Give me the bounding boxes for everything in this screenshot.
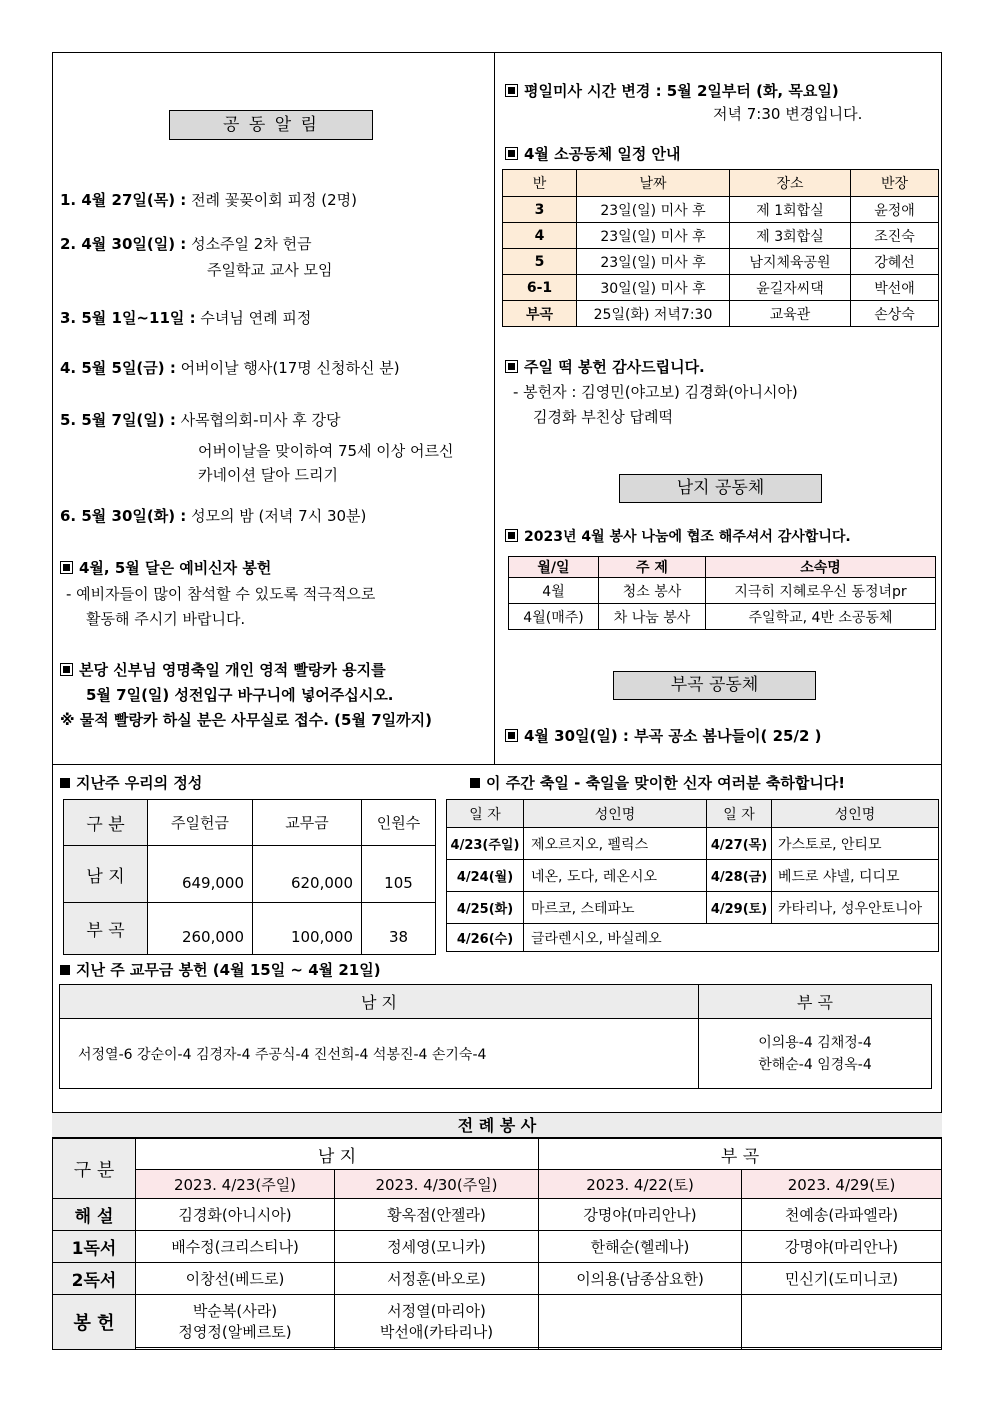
cell: 윤정애 bbox=[851, 197, 939, 223]
col-header: 반 bbox=[503, 170, 577, 197]
feast-title: 이 주간 축일 - 축일을 맞이한 신자 여러분 축하합니다! bbox=[470, 773, 845, 793]
cell bbox=[335, 1295, 539, 1350]
feast-spiritual-line2: 5월 7일(일) 성전입구 바구니에 넣어주십시오. bbox=[86, 686, 394, 704]
cell: 4/27(목) bbox=[707, 828, 772, 860]
table-row bbox=[503, 301, 939, 327]
table-row bbox=[53, 1263, 942, 1295]
cell: 남 지 bbox=[64, 846, 148, 903]
notice-item-2: 2. 4월 30일(일) : 성소주일 2차 헌금 bbox=[60, 235, 312, 253]
square-bullet-icon bbox=[60, 663, 73, 676]
table-row bbox=[503, 275, 939, 301]
notice-item-5-line3: 카네이션 달아 드리기 bbox=[198, 466, 338, 484]
square-bullet-icon bbox=[505, 147, 518, 160]
weekday-mass-notice: 평일미사 시간 변경 : 5월 2일부터 (화, 목요일) bbox=[505, 81, 839, 101]
cell: 지극히 지혜로우신 동정녀pr bbox=[706, 578, 936, 604]
col-header: 주 제 bbox=[599, 557, 706, 578]
cell: 마르코, 스테파노 bbox=[524, 892, 707, 924]
col-header: 교무금 bbox=[253, 800, 362, 846]
table-row bbox=[503, 197, 939, 223]
black-square-icon bbox=[60, 965, 70, 975]
liturgy-namji-header: 남 지 bbox=[136, 1139, 539, 1170]
cell: 4/29(토) bbox=[707, 892, 772, 924]
cell: 차 나눔 봉사 bbox=[599, 604, 706, 630]
namji-service-table bbox=[508, 556, 936, 630]
cell: 교육관 bbox=[730, 301, 851, 327]
catechumen-line1: - 예비자들이 많이 참석할 수 있도록 적극적으로 bbox=[66, 585, 376, 603]
cell: 620,000 bbox=[253, 846, 362, 903]
cell: 4/28(금) bbox=[707, 860, 772, 892]
cell: 부곡 bbox=[503, 301, 577, 327]
cell: 260,000 bbox=[148, 903, 253, 955]
black-square-icon bbox=[470, 778, 480, 788]
feast-spiritual-line3: ※ 물적 빨랑카 하실 분은 사무실로 접수. (5월 7일까지) bbox=[60, 711, 432, 729]
date-header: 2023. 4/30(주일) bbox=[335, 1170, 539, 1199]
row-label: 해 설 bbox=[53, 1199, 136, 1231]
row-label: 봉 헌 bbox=[53, 1295, 136, 1350]
table-row bbox=[53, 1199, 942, 1231]
table-row bbox=[447, 892, 939, 924]
col-header: 성인명 bbox=[772, 800, 939, 828]
col-header: 인원수 bbox=[362, 800, 436, 846]
cell: 김경화(아니시아) bbox=[136, 1199, 335, 1231]
bugok-event: 4월 30일(일) : 부곡 공소 봄나들이( 25/2 ) bbox=[505, 726, 821, 746]
cell: 황옥점(안젤라) bbox=[335, 1199, 539, 1231]
cell: 강혜선 bbox=[851, 249, 939, 275]
notice-item-2-line2: 주일학교 교사 모임 bbox=[207, 261, 333, 279]
col-header: 월/일 bbox=[509, 557, 599, 578]
cell: 민신기(도미니코) bbox=[742, 1263, 942, 1295]
bugok-community-title: 부곡 공동체 bbox=[613, 671, 816, 700]
cell: 정세영(모니카) bbox=[335, 1231, 539, 1263]
square-bullet-icon bbox=[505, 529, 518, 542]
notice-item-3: 3. 5월 1일~11일 : 수녀님 연례 피정 bbox=[60, 309, 312, 327]
offer-name: 정영정(알베르토) bbox=[178, 1323, 292, 1341]
offer-name: 박순복(사라) bbox=[192, 1302, 278, 1320]
notice-item-5-line2: 어버이날을 맞이하여 75세 이상 어르신 bbox=[198, 442, 454, 460]
cell: 4월(매주) bbox=[509, 604, 599, 630]
cell: 이창선(베드로) bbox=[136, 1263, 335, 1295]
cell: 100,000 bbox=[253, 903, 362, 955]
cell: 38 bbox=[362, 903, 436, 955]
cell: 4 bbox=[503, 223, 577, 249]
notice-item-5: 5. 5월 7일(일) : 사목협의회-미사 후 강당 bbox=[60, 411, 341, 429]
cell: 카타리나, 성우안토니아 bbox=[772, 892, 939, 924]
notice-item-4: 4. 5월 5일(금) : 어버이날 행사(17명 신청하신 분) bbox=[60, 359, 400, 377]
table-row bbox=[503, 249, 939, 275]
cell: 윤길자씨댁 bbox=[730, 275, 851, 301]
col-header: 소속명 bbox=[706, 557, 936, 578]
table-row bbox=[447, 828, 939, 860]
table-row bbox=[53, 1295, 942, 1350]
catechumen-line2: 활동해 주시기 바랍니다. bbox=[86, 610, 246, 628]
rice-cake-title: 주일 떡 봉헌 감사드립니다. bbox=[505, 357, 705, 377]
table-row bbox=[503, 223, 939, 249]
cell: 제 3회합실 bbox=[730, 223, 851, 249]
cell: 부 곡 bbox=[64, 903, 148, 955]
liturgy-table bbox=[52, 1138, 942, 1350]
cell: 3 bbox=[503, 197, 577, 223]
square-bullet-icon bbox=[505, 729, 518, 742]
col-header: 성인명 bbox=[524, 800, 707, 828]
col-header: 남 지 bbox=[60, 985, 699, 1019]
dues-table bbox=[59, 984, 932, 1089]
square-bullet-icon bbox=[505, 84, 518, 97]
namji-thanks: 2023년 4월 봉사 나눔에 협조 해주셔서 감사합니다. bbox=[505, 527, 851, 547]
cell: 천예송(라파엘라) bbox=[742, 1199, 942, 1231]
col-header: 날짜 bbox=[577, 170, 730, 197]
rice-cake-donors: - 봉헌자 : 김영민(야고보) 김경화(아니시아) bbox=[513, 383, 798, 401]
dues-title: 지난 주 교무금 봉헌 (4월 15일 ~ 4월 21일) bbox=[60, 960, 381, 980]
offering-table bbox=[63, 799, 436, 955]
cell: 23일(일) 미사 후 bbox=[577, 223, 730, 249]
cell bbox=[539, 1295, 742, 1350]
table-row bbox=[509, 604, 936, 630]
catechumen-title: 4월, 5월 달은 예비신자 봉헌 bbox=[60, 558, 271, 578]
cell: 네온, 도다, 레온시오 bbox=[524, 860, 707, 892]
offering-title: 지난주 우리의 정성 bbox=[60, 773, 202, 793]
cell: 한해순(헬레나) bbox=[539, 1231, 742, 1263]
section-divider bbox=[52, 764, 942, 765]
cell: 4/24(월) bbox=[447, 860, 524, 892]
cell: 6-1 bbox=[503, 275, 577, 301]
notice-item-6: 6. 5월 30일(화) : 성모의 밤 (저녁 7시 30분) bbox=[60, 507, 367, 525]
col-header: 주일헌금 bbox=[148, 800, 253, 846]
feast-spiritual-line1: 본당 신부님 영명축일 개인 영적 빨랑카 용지를 bbox=[60, 660, 386, 680]
square-bullet-icon bbox=[60, 561, 73, 574]
cell: 23일(일) 미사 후 bbox=[577, 197, 730, 223]
cell: 30일(일) 미사 후 bbox=[577, 275, 730, 301]
weekday-mass-line2: 저녁 7:30 변경입니다. bbox=[713, 105, 863, 123]
col-header: 반장 bbox=[851, 170, 939, 197]
row-label: 1독서 bbox=[53, 1231, 136, 1263]
liturgy-bugok-header: 부 곡 bbox=[539, 1139, 942, 1170]
cell: 가스토로, 안티모 bbox=[772, 828, 939, 860]
cell: 배수정(크리스티나) bbox=[136, 1231, 335, 1263]
cell: 남지체육공원 bbox=[730, 249, 851, 275]
namji-community-title: 남지 공동체 bbox=[619, 474, 822, 503]
cell: 강명야(마리안나) bbox=[539, 1199, 742, 1231]
table-row bbox=[447, 860, 939, 892]
col-header: 일 자 bbox=[447, 800, 524, 828]
cell: 서정열-6 강순이-4 김경자-4 주공식-4 진선희-4 석봉진-4 손기숙-4 bbox=[60, 1019, 699, 1089]
square-bullet-icon bbox=[505, 360, 518, 373]
table-row bbox=[60, 1019, 932, 1089]
liturgy-title: 전 례 봉 사 bbox=[52, 1113, 942, 1138]
col-header: 일 자 bbox=[707, 800, 772, 828]
col-header: 부 곡 bbox=[699, 985, 932, 1019]
table-row bbox=[509, 578, 936, 604]
cell: 제오르지오, 펠릭스 bbox=[524, 828, 707, 860]
table-row bbox=[447, 924, 939, 952]
bugok-dues-line2: 한해순-4 임경옥-4 bbox=[758, 1056, 872, 1073]
notice-title: 공 동 알 림 bbox=[169, 110, 373, 140]
small-community-title: 4월 소공동체 일정 안내 bbox=[505, 144, 681, 164]
table-row bbox=[53, 1231, 942, 1263]
row-label: 2독서 bbox=[53, 1263, 136, 1295]
col-header: 장소 bbox=[730, 170, 851, 197]
col-header: 구 분 bbox=[64, 800, 148, 846]
table-row bbox=[64, 903, 436, 955]
date-header: 2023. 4/22(토) bbox=[539, 1170, 742, 1199]
cell: 강명야(마리안나) bbox=[742, 1231, 942, 1263]
column-divider bbox=[494, 52, 495, 764]
cell: 649,000 bbox=[148, 846, 253, 903]
rice-cake-line2: 김경화 부친상 답례떡 bbox=[533, 408, 673, 426]
cell: 청소 봉사 bbox=[599, 578, 706, 604]
cell: 4월 bbox=[509, 578, 599, 604]
cell bbox=[136, 1295, 335, 1350]
cell: 25일(화) 저녁7:30 bbox=[577, 301, 730, 327]
cell: 조진숙 bbox=[851, 223, 939, 249]
notice-item-1: 1. 4월 27일(목) : 전례 꽃꽂이회 피정 (2명) bbox=[60, 191, 358, 209]
cell: 4/26(수) bbox=[447, 924, 524, 952]
cell: 글라렌시오, 바실레오 bbox=[524, 924, 939, 952]
cell: 주일학교, 4반 소공동체 bbox=[706, 604, 936, 630]
cell: 제 1회합실 bbox=[730, 197, 851, 223]
cell: 5 bbox=[503, 249, 577, 275]
black-square-icon bbox=[60, 778, 70, 788]
cell: 손상숙 bbox=[851, 301, 939, 327]
cell: 이의용(남종삼요한) bbox=[539, 1263, 742, 1295]
cell: 서정훈(바오로) bbox=[335, 1263, 539, 1295]
small-community-table bbox=[502, 169, 939, 327]
cell: 박선애 bbox=[851, 275, 939, 301]
cell: 4/23(주일) bbox=[447, 828, 524, 860]
offer-name: 박선애(카타리나) bbox=[379, 1323, 494, 1341]
cell bbox=[699, 1019, 932, 1089]
date-header: 2023. 4/29(토) bbox=[742, 1170, 942, 1199]
feast-table bbox=[446, 799, 939, 952]
cell: 4/25(화) bbox=[447, 892, 524, 924]
liturgy-gubun: 구 분 bbox=[53, 1139, 136, 1199]
cell bbox=[742, 1295, 942, 1350]
offer-name: 서정열(마리아) bbox=[387, 1302, 486, 1320]
table-row bbox=[64, 846, 436, 903]
cell: 23일(일) 미사 후 bbox=[577, 249, 730, 275]
bugok-dues-line1: 이의용-4 김채정-4 bbox=[758, 1034, 872, 1051]
cell: 105 bbox=[362, 846, 436, 903]
date-header: 2023. 4/23(주일) bbox=[136, 1170, 335, 1199]
cell: 베드로 샤넬, 디디모 bbox=[772, 860, 939, 892]
